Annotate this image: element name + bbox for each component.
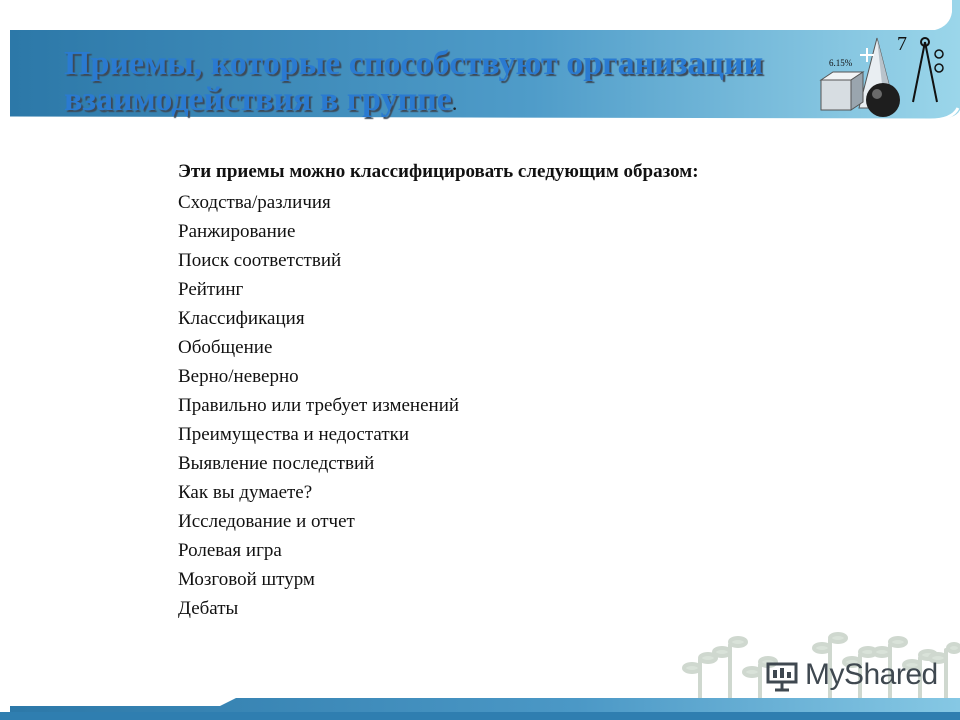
slide-title-text: Приемы, которые способствуют организации взаимодействия в группе [64, 45, 764, 118]
title-dot: . [451, 90, 458, 115]
slide-title [64, 46, 844, 121]
list-item: Ранжирование [178, 221, 296, 242]
list-item: Мозговой штурм [178, 569, 315, 590]
list-item: Верно/неверно [178, 366, 299, 387]
list-item: Поиск соответствий [178, 250, 342, 271]
list-item: Как вы думаете? [178, 482, 313, 503]
techniques-list [178, 188, 878, 623]
list-item: Выявление последствий [178, 453, 375, 474]
list-item: Правильно или требует изменений [178, 395, 460, 416]
list-item: Рейтинг [178, 279, 244, 300]
presentation-board-icon [765, 658, 799, 692]
watermark-text: MyShared [805, 658, 938, 691]
list-item: Сходства/различия [178, 192, 331, 213]
intro-text: Эти приемы можно классифицировать следующим образом: [178, 161, 699, 182]
list-item: Классификация [178, 308, 305, 329]
list-item: Дебаты [178, 598, 239, 619]
svg-text:6.15%: 6.15% [829, 58, 853, 68]
watermark-logo [765, 655, 938, 695]
content-block [178, 160, 878, 623]
list-item: Преимущества и недостатки [178, 424, 410, 445]
svg-text:7: 7 [897, 33, 907, 55]
list-item: Обобщение [178, 337, 273, 358]
list-item: Ролевая игра [178, 540, 282, 561]
list-item: Исследование и отчет [178, 511, 355, 532]
